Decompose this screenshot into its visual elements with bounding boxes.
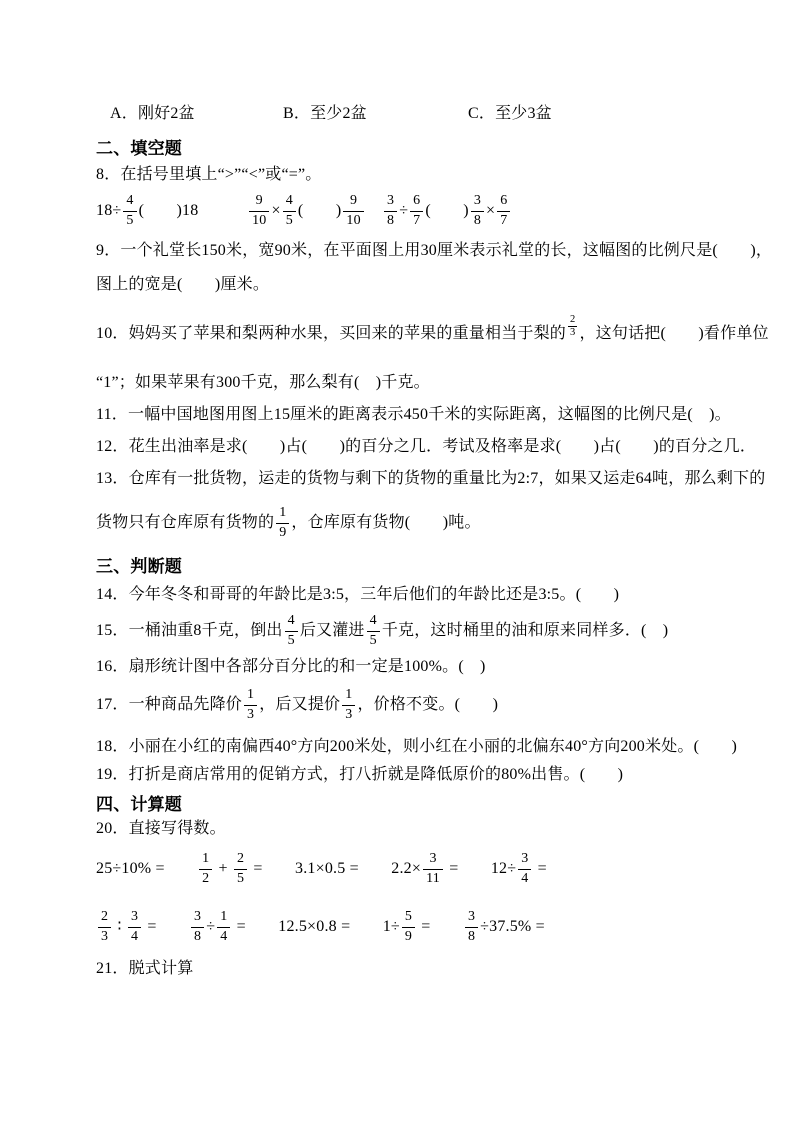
- question-12: 12．花生出油率是求( )占( )的百分之几．考试及格率是求( )占( )的百分之几．: [96, 438, 757, 455]
- text-segment: ( )18: [138, 202, 199, 219]
- text-segment: 12.5×0.8 =: [278, 918, 351, 935]
- text-segment: =: [445, 860, 459, 877]
- fraction-denominator: 7: [413, 212, 421, 228]
- fraction-numerator: 1: [244, 687, 257, 705]
- fraction: [128, 909, 141, 944]
- text-segment: [359, 858, 391, 880]
- fraction: [410, 193, 423, 228]
- text-segment: 17．一种商品先降价: [96, 696, 243, 713]
- section-heading-calculation: 四、计算题: [96, 795, 182, 814]
- fraction-numerator: 4: [285, 613, 298, 631]
- question-20-row-1: [96, 844, 697, 894]
- text-segment: ，这句话把( )看作单位: [579, 325, 769, 342]
- fraction: [342, 687, 355, 722]
- text-segment: ×: [271, 202, 281, 219]
- fraction: [518, 851, 531, 886]
- question-19: 19．打折是商店常用的促销方式，打八折就是降低原价的80%出售。( ): [96, 766, 624, 783]
- question-20-row-2: [96, 902, 697, 952]
- fraction-denominator: 5: [369, 632, 377, 648]
- text-segment: [431, 916, 463, 938]
- fraction-numerator: 3: [465, 909, 478, 927]
- text-segment: =: [232, 918, 246, 935]
- section-heading-true-false: 三、判断题: [96, 557, 182, 576]
- fraction-numerator: 5: [402, 909, 415, 927]
- text-segment: [246, 916, 278, 938]
- question-8-label: 8．在括号里填上“>”“<”或“=”。: [96, 166, 322, 183]
- section-heading-fill-in-blanks: 二、填空题: [96, 139, 182, 158]
- answer-option-c: C．至少3盆: [468, 105, 552, 122]
- question-18: 18．小丽在小红的南偏西40°方向200米处，则小红在小丽的北偏东40°方向200米处。( ): [96, 738, 738, 755]
- fraction: [276, 505, 289, 540]
- text-segment: 千克，这时桶里的油和原来同样多．( ): [381, 622, 669, 639]
- fraction: [249, 193, 269, 228]
- fraction-denominator: 8: [467, 928, 476, 944]
- fraction-denominator: 4: [220, 928, 228, 944]
- fraction: [191, 909, 204, 944]
- fraction: [367, 613, 380, 648]
- fraction: [98, 909, 111, 944]
- fraction-denominator: 4: [130, 928, 139, 944]
- fraction-denominator: 2: [202, 870, 210, 886]
- fraction-denominator: 7: [500, 212, 508, 228]
- fraction-numerator: 9: [249, 193, 269, 211]
- fraction-denominator: 5: [287, 632, 295, 648]
- text-segment: [165, 858, 197, 880]
- fraction: [285, 613, 298, 648]
- question-17: [96, 682, 697, 728]
- text-segment: =: [417, 918, 431, 935]
- fraction: [423, 851, 443, 886]
- text-segment: 3.1×0.5 =: [295, 860, 359, 877]
- text-segment: +: [214, 860, 232, 877]
- text-segment: ( ): [297, 202, 342, 219]
- question-21-label: 21．脱式计算: [96, 960, 194, 977]
- question-9-line-1: 9．一个礼堂长150米，宽90米，在平面图上用30厘米表示礼堂的长，这幅图的比例尺是( )，: [96, 242, 773, 259]
- text-segment: ，价格不变。( ): [357, 696, 499, 713]
- fraction: [283, 193, 296, 228]
- text-segment: 15．一桶油重8千克，倒出: [96, 622, 283, 639]
- fraction: [199, 851, 212, 886]
- fraction-numerator: 6: [410, 193, 423, 211]
- question-20-label: 20．直接写得数。: [96, 820, 226, 837]
- fraction: [384, 193, 397, 228]
- question-10-line-1: [96, 310, 769, 358]
- fraction: [123, 193, 136, 228]
- text-segment: ÷: [206, 918, 216, 935]
- question-16: 16．扇形统计图中各部分百分比的和一定是100%。( ): [96, 658, 486, 675]
- fraction-denominator: 9: [279, 524, 287, 540]
- fraction-denominator: 8: [473, 212, 482, 228]
- fraction-numerator: 1: [199, 851, 212, 869]
- text-segment: [458, 858, 490, 880]
- question-11: 11．一幅中国地图用图上15厘米的距离表示450千米的实际距离，这幅图的比例尺是( )。: [96, 406, 731, 423]
- question-9-line-2: 图上的宽是( )厘米。: [96, 276, 270, 293]
- fraction-numerator: 4: [283, 193, 296, 211]
- fraction-numerator: 4: [367, 613, 380, 631]
- text-segment: =: [143, 918, 157, 935]
- answer-options-row: [96, 103, 697, 125]
- question-15: [96, 608, 697, 654]
- fraction-denominator: 10: [346, 212, 361, 228]
- fraction: [465, 909, 478, 944]
- fraction-numerator: 3: [191, 909, 204, 927]
- text-segment: 18÷: [96, 202, 122, 219]
- text-segment: [157, 916, 189, 938]
- text-segment: 2.2×: [391, 860, 422, 877]
- text-segment: 10．妈妈买了苹果和梨两种水果，买回来的苹果的重量相当于梨的: [96, 325, 567, 342]
- fraction-numerator: 4: [123, 193, 136, 211]
- fraction-denominator: 3: [247, 706, 255, 722]
- fraction-denominator: 3: [101, 928, 109, 944]
- question-14: 14．今年冬冬和哥哥的年龄比是3:5，三年后他们的年龄比还是3:5。( ): [96, 586, 620, 603]
- text-segment: ÷: [399, 202, 409, 219]
- text-segment: 1÷: [382, 918, 400, 935]
- text-segment: ，后又提价: [259, 696, 341, 713]
- text-segment: ×: [486, 202, 496, 219]
- text-segment: ，仓库原有货物( )吨。: [291, 514, 481, 531]
- fraction-numerator: 1: [342, 687, 355, 705]
- text-segment: ÷37.5% =: [480, 918, 545, 935]
- fraction: [217, 909, 230, 944]
- text-segment: 后又灌进: [299, 622, 365, 639]
- fraction-denominator: 5: [285, 212, 293, 228]
- fraction: [402, 909, 415, 944]
- text-segment: 货物只有仓库原有货物的: [96, 514, 275, 531]
- fraction-numerator: 3: [423, 851, 443, 869]
- fraction-denominator: 3: [570, 326, 576, 338]
- text-segment: [350, 916, 382, 938]
- fraction-numerator: 1: [217, 909, 230, 927]
- text-segment: 25÷10% =: [96, 860, 165, 877]
- fraction-denominator: 8: [386, 212, 395, 228]
- answer-option-b: B．至少2盆: [283, 105, 367, 122]
- fraction-denominator: 5: [126, 212, 134, 228]
- fraction-numerator: 2: [234, 851, 247, 869]
- question-13-line-2: [96, 500, 697, 546]
- fraction-denominator: 11: [426, 870, 440, 886]
- fraction-numerator: 3: [128, 909, 141, 927]
- fraction: [234, 851, 247, 886]
- text-segment: [263, 858, 295, 880]
- fraction-denominator: 3: [345, 706, 353, 722]
- text-segment: [198, 200, 247, 222]
- fraction: [471, 193, 484, 228]
- fraction-numerator: 2: [570, 313, 576, 325]
- fraction: [244, 687, 257, 722]
- fraction-denominator: 5: [236, 870, 245, 886]
- fraction-numerator: 6: [497, 193, 510, 211]
- question-10-line-2: “1”；如果苹果有300千克，那么梨有( )千克。: [96, 374, 430, 391]
- text-segment: ∶: [113, 918, 126, 935]
- fraction: [497, 193, 510, 228]
- fraction-numerator: 3: [471, 193, 484, 211]
- answer-option-a: A．刚好2盆: [110, 105, 195, 122]
- text-segment: ( ): [425, 202, 469, 219]
- fraction-denominator: 8: [194, 928, 202, 944]
- fraction: [568, 314, 577, 338]
- fraction-numerator: 9: [343, 193, 363, 211]
- fraction-denominator: 4: [521, 870, 529, 886]
- text-segment: 12÷: [490, 860, 517, 877]
- text-segment: [366, 200, 382, 222]
- fraction-denominator: 10: [252, 212, 267, 228]
- text-segment: =: [533, 860, 547, 877]
- question-8-expressions: [96, 188, 697, 234]
- fraction-numerator: 3: [518, 851, 531, 869]
- fraction-denominator: 9: [404, 928, 413, 944]
- text-segment: =: [249, 860, 263, 877]
- fraction-numerator: 3: [384, 193, 397, 211]
- fraction-numerator: 1: [276, 505, 289, 523]
- fraction-numerator: 2: [98, 909, 111, 927]
- question-13-line-1: 13．仓库有一批货物，运走的货物与剩下的货物的重量比为2:7，如果又运走64吨，那么剩下的: [96, 470, 766, 487]
- fraction: [343, 193, 363, 228]
